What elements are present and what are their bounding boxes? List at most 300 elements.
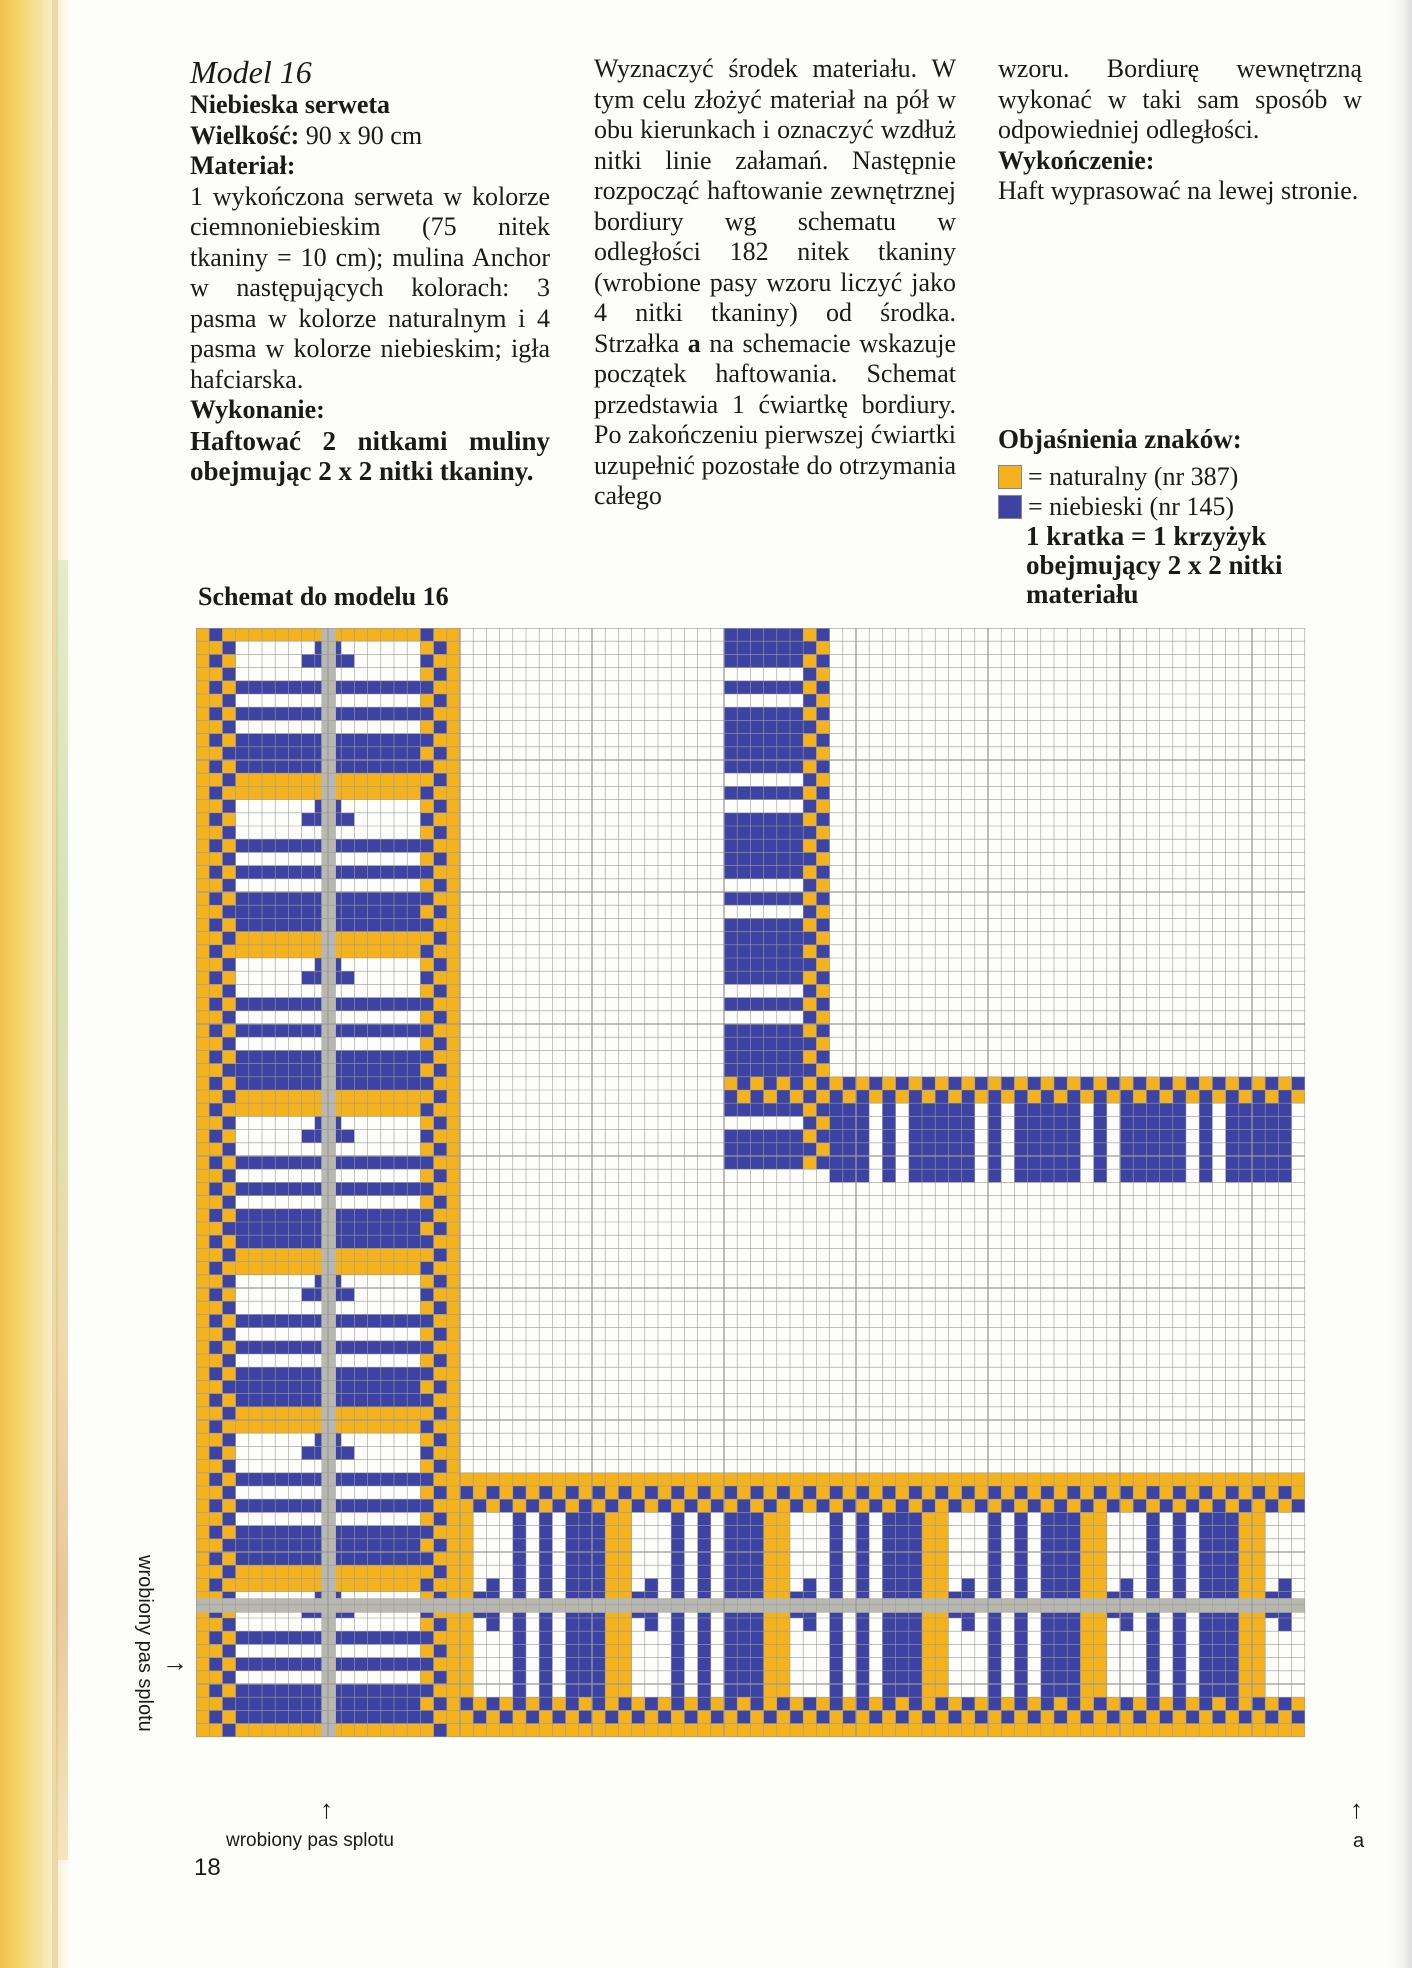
stitch-natural <box>447 1407 460 1420</box>
stitch-natural <box>698 1710 711 1723</box>
stitch-natural <box>1226 1724 1239 1737</box>
stitch-blue <box>566 1697 579 1710</box>
stitch-natural <box>196 918 209 931</box>
stitch-natural <box>407 1248 420 1261</box>
stitch-natural <box>632 1697 645 1710</box>
stitch-natural <box>196 1446 209 1459</box>
stitch-blue <box>843 1077 856 1090</box>
stitch-blue <box>896 1526 909 1539</box>
stitch-blue <box>354 1631 367 1644</box>
stitch-blue <box>856 1684 869 1697</box>
stitch-natural <box>209 1011 222 1024</box>
stitch-natural <box>1001 1486 1014 1499</box>
stitch-blue <box>909 1169 922 1182</box>
stitch-blue <box>764 760 777 773</box>
stitch-blue <box>724 1130 737 1143</box>
stitch-blue <box>1133 1499 1146 1512</box>
stitch-blue <box>1146 1090 1159 1103</box>
stitch-blue <box>856 1671 869 1684</box>
stitch-natural <box>209 1618 222 1631</box>
stitch-natural <box>790 1090 803 1103</box>
stitch-blue <box>420 1684 433 1697</box>
stitch-natural <box>698 1499 711 1512</box>
stitch-natural <box>988 1499 1001 1512</box>
stitch-natural <box>354 1578 367 1591</box>
stitch-blue <box>830 1090 843 1103</box>
stitch-blue <box>750 813 763 826</box>
stitch-blue <box>737 707 750 720</box>
stitch-natural <box>1028 1697 1041 1710</box>
stitch-blue <box>302 1446 315 1459</box>
stitch-blue <box>407 998 420 1011</box>
stitch-natural <box>447 1473 460 1486</box>
stitch-natural <box>1094 1658 1107 1671</box>
stitch-natural <box>196 1658 209 1671</box>
stitch-blue <box>288 1064 301 1077</box>
stitch-blue <box>1265 1130 1278 1143</box>
stitch-blue <box>566 1631 579 1644</box>
stitch-natural <box>222 1262 235 1275</box>
stitch-blue <box>249 1552 262 1565</box>
stitch-blue <box>434 1248 447 1261</box>
stitch-blue <box>209 1526 222 1539</box>
stitch-blue <box>1133 1156 1146 1169</box>
stitch-natural <box>196 1301 209 1314</box>
stitch-natural <box>262 1090 275 1103</box>
stitch-blue <box>1199 1684 1212 1697</box>
stitch-blue <box>737 1050 750 1063</box>
stitch-blue <box>1054 1499 1067 1512</box>
stitch-natural <box>196 1024 209 1037</box>
stitch-natural <box>750 1724 763 1737</box>
legend-grid-note: 1 kratka = 1 krzyżyk obejmujący 2 x 2 nitki materiału <box>1026 521 1283 609</box>
stitch-blue <box>302 813 315 826</box>
stitch-blue <box>724 1156 737 1169</box>
stitch-natural <box>803 1710 816 1723</box>
stitch-blue <box>407 1380 420 1393</box>
stitch-blue <box>354 1367 367 1380</box>
stitch-natural <box>420 905 433 918</box>
stitch-natural <box>1001 1697 1014 1710</box>
stitch-natural <box>962 1724 975 1737</box>
stitch-natural <box>803 866 816 879</box>
stitch-natural <box>962 1710 975 1723</box>
stitch-blue <box>698 1658 711 1671</box>
stitch-natural <box>777 1077 790 1090</box>
stitch-natural <box>368 773 381 786</box>
stitch-blue <box>381 1552 394 1565</box>
text-column-3 <box>998 54 1362 207</box>
stitch-natural <box>209 1460 222 1473</box>
stitch-blue <box>302 1684 315 1697</box>
stitch-blue <box>420 1024 433 1037</box>
stitch-natural <box>420 1275 433 1288</box>
stitch-natural <box>777 1658 790 1671</box>
stitch-natural <box>368 1090 381 1103</box>
stitch-blue <box>434 905 447 918</box>
stitch-natural <box>803 971 816 984</box>
stitch-blue <box>275 1024 288 1037</box>
stitch-natural <box>975 1090 988 1103</box>
stitch-blue <box>341 1182 354 1195</box>
stitch-blue <box>750 1697 763 1710</box>
stitch-blue <box>988 1631 1001 1644</box>
stitch-natural <box>830 1473 843 1486</box>
stitch-natural <box>975 1724 988 1737</box>
stitch-blue <box>460 1486 473 1499</box>
stitch-blue <box>354 1499 367 1512</box>
stitch-natural <box>196 1209 209 1222</box>
stitch-natural <box>275 945 288 958</box>
stitch-blue <box>513 1644 526 1657</box>
stitch-blue <box>764 1050 777 1063</box>
stitch-natural <box>434 786 447 799</box>
stitch-blue <box>394 866 407 879</box>
stitch-natural <box>764 1618 777 1631</box>
stitch-natural <box>222 707 235 720</box>
stitch-natural <box>1265 1473 1278 1486</box>
legend-blue-row <box>998 492 1368 522</box>
stitch-natural <box>447 1130 460 1143</box>
instructions-continued: wzoru. Bordiurę wewnętrzną wykonać w taki sam sposób w odpowiedniej odległości. <box>998 54 1362 144</box>
stitch-blue <box>803 720 816 733</box>
stitch-blue <box>368 747 381 760</box>
stitch-natural <box>341 628 354 641</box>
stitch-blue <box>935 1103 948 1116</box>
stitch-blue <box>1054 1143 1067 1156</box>
stitch-blue <box>1226 1130 1239 1143</box>
stitch-blue <box>1028 1077 1041 1090</box>
stitch-natural <box>500 1697 513 1710</box>
stitch-natural <box>698 1724 711 1737</box>
stitch-blue <box>262 760 275 773</box>
stitch-blue <box>1226 1526 1239 1539</box>
stitch-blue <box>750 932 763 945</box>
stitch-natural <box>460 1671 473 1684</box>
stitch-blue <box>1265 1077 1278 1090</box>
stitch-natural <box>447 1275 460 1288</box>
stitch-blue <box>236 892 249 905</box>
stitch-natural <box>922 1090 935 1103</box>
stitch-blue <box>209 1420 222 1433</box>
stitch-blue <box>922 1130 935 1143</box>
stitch-blue <box>209 1262 222 1275</box>
stitch-blue <box>420 681 433 694</box>
stitch-blue <box>909 1684 922 1697</box>
stitch-natural <box>1028 1090 1041 1103</box>
weave-label-side: wrobiony pas splotu <box>134 1555 156 1732</box>
stitch-blue <box>869 1499 882 1512</box>
stitch-natural <box>1014 1499 1027 1512</box>
stitch-blue <box>222 1116 235 1129</box>
stitch-natural <box>750 1499 763 1512</box>
stitch-natural <box>1252 1077 1265 1090</box>
stitch-blue <box>737 826 750 839</box>
stitch-blue <box>407 1499 420 1512</box>
stitch-blue <box>671 1486 684 1499</box>
stitch-blue <box>882 1618 895 1631</box>
stitch-blue <box>236 1341 249 1354</box>
stitch-natural <box>843 1724 856 1737</box>
stitch-blue <box>1226 1631 1239 1644</box>
stitch-natural <box>394 945 407 958</box>
stitch-natural <box>288 1420 301 1433</box>
stitch-blue <box>618 1697 631 1710</box>
stitch-blue <box>381 681 394 694</box>
stitch-blue <box>909 1697 922 1710</box>
stitch-natural <box>222 971 235 984</box>
stitch-natural <box>447 1539 460 1552</box>
stitch-natural <box>222 866 235 879</box>
stitch-natural <box>302 773 315 786</box>
stitch-blue <box>341 1235 354 1248</box>
stitch-natural <box>526 1486 539 1499</box>
stitch-blue <box>368 866 381 879</box>
stitch-blue <box>341 734 354 747</box>
stitch-blue <box>882 1565 895 1578</box>
stitch-blue <box>737 1064 750 1077</box>
stitch-natural <box>222 945 235 958</box>
stitch-natural <box>302 628 315 641</box>
stitch-blue <box>1041 1631 1054 1644</box>
stitch-natural <box>803 813 816 826</box>
stitch-natural <box>288 628 301 641</box>
stitch-blue <box>816 1050 829 1063</box>
stitch-blue <box>803 773 816 786</box>
stitch-natural <box>354 932 367 945</box>
stitch-natural <box>513 1724 526 1737</box>
stitch-natural <box>222 760 235 773</box>
stitch-blue <box>209 1394 222 1407</box>
stitch-blue <box>909 1565 922 1578</box>
stitch-blue <box>790 998 803 1011</box>
stitch-blue <box>816 1024 829 1037</box>
stitch-blue <box>302 1526 315 1539</box>
stitch-blue <box>1199 1090 1212 1103</box>
stitch-blue <box>222 1011 235 1024</box>
stitch-natural <box>288 1248 301 1261</box>
stitch-blue <box>737 1103 750 1116</box>
stitch-blue <box>645 1486 658 1499</box>
stitch-blue <box>803 641 816 654</box>
stitch-blue <box>302 1341 315 1354</box>
stitch-blue <box>552 1499 565 1512</box>
stitch-natural <box>764 1473 777 1486</box>
stitch-natural <box>196 681 209 694</box>
stitch-blue <box>909 1512 922 1525</box>
size-label: Wielkość: <box>190 120 300 150</box>
stitch-blue <box>803 932 816 945</box>
stitch-blue <box>1226 1539 1239 1552</box>
stitch-natural <box>803 1103 816 1116</box>
stitch-blue <box>671 1578 684 1591</box>
stitch-blue <box>249 1539 262 1552</box>
stitch-blue <box>288 1156 301 1169</box>
stitch-blue <box>209 1024 222 1037</box>
stitch-blue <box>222 668 235 681</box>
stitch-blue <box>1212 1565 1225 1578</box>
stitch-natural <box>196 1103 209 1116</box>
stitch-blue <box>341 1499 354 1512</box>
stitch-blue <box>209 998 222 1011</box>
stitch-blue <box>1226 1486 1239 1499</box>
stitch-natural <box>1094 1077 1107 1090</box>
stitch-natural <box>552 1697 565 1710</box>
stitch-natural <box>434 1684 447 1697</box>
stitch-blue <box>803 1116 816 1129</box>
stitch-blue <box>222 1275 235 1288</box>
stitch-blue <box>407 1367 420 1380</box>
stitch-natural <box>803 734 816 747</box>
stitch-blue <box>539 1565 552 1578</box>
stitch-blue <box>262 1367 275 1380</box>
stitch-natural <box>222 839 235 852</box>
stitch-blue <box>209 654 222 667</box>
stitch-blue <box>407 1526 420 1539</box>
stitch-blue <box>513 1565 526 1578</box>
stitch-blue <box>988 1552 1001 1565</box>
stitch-blue <box>843 1130 856 1143</box>
stitch-blue <box>830 1130 843 1143</box>
stitch-natural <box>869 1473 882 1486</box>
stitch-blue <box>381 1710 394 1723</box>
stitch-blue <box>737 1539 750 1552</box>
stitch-natural <box>896 1486 909 1499</box>
stitch-natural <box>196 905 209 918</box>
stitch-blue <box>777 654 790 667</box>
stitch-natural <box>486 1473 499 1486</box>
stitch-blue <box>420 1182 433 1195</box>
stitch-natural <box>196 773 209 786</box>
stitch-natural <box>1120 1499 1133 1512</box>
stitch-blue <box>1014 1090 1027 1103</box>
stitch-blue <box>803 958 816 971</box>
stitch-natural <box>1080 1578 1093 1591</box>
stitch-blue <box>1120 1618 1133 1631</box>
stitch-natural <box>381 1578 394 1591</box>
stitch-blue <box>896 1077 909 1090</box>
stitch-blue <box>803 879 816 892</box>
stitch-blue <box>1173 1526 1186 1539</box>
stitch-natural <box>1133 1697 1146 1710</box>
stitch-blue <box>275 866 288 879</box>
stitch-blue <box>843 1499 856 1512</box>
stitch-blue <box>341 654 354 667</box>
stitch-blue <box>579 1578 592 1591</box>
stitch-blue <box>288 1526 301 1539</box>
stitch-blue <box>790 641 803 654</box>
stitch-blue <box>394 1024 407 1037</box>
stitch-natural <box>869 1090 882 1103</box>
stitch-natural <box>1107 1090 1120 1103</box>
stitch-natural <box>764 1539 777 1552</box>
stitch-natural <box>618 1724 631 1737</box>
stitch-natural <box>354 945 367 958</box>
stitch-blue <box>909 1116 922 1129</box>
stitch-blue <box>249 1684 262 1697</box>
stitch-blue <box>288 918 301 931</box>
stitch-blue <box>856 1156 869 1169</box>
stitch-natural <box>1226 1473 1239 1486</box>
stitch-natural <box>1226 1710 1239 1723</box>
stitch-blue <box>579 1552 592 1565</box>
stitch-natural <box>407 945 420 958</box>
stitch-blue <box>341 866 354 879</box>
stitch-blue <box>434 1169 447 1182</box>
stitch-blue <box>816 1710 829 1723</box>
stitch-blue <box>948 1103 961 1116</box>
stitch-natural <box>764 1486 777 1499</box>
stitch-blue <box>368 1473 381 1486</box>
stitch-blue <box>922 1169 935 1182</box>
stitch-natural <box>288 786 301 799</box>
stitch-blue <box>1028 1169 1041 1182</box>
stitch-blue <box>209 1156 222 1169</box>
stitch-natural <box>632 1473 645 1486</box>
stitch-natural <box>447 984 460 997</box>
stitch-blue <box>790 747 803 760</box>
stitch-blue <box>354 892 367 905</box>
stitch-natural <box>209 1064 222 1077</box>
stitch-natural <box>922 1552 935 1565</box>
stitch-blue <box>1067 1169 1080 1182</box>
stitch-natural <box>196 932 209 945</box>
stitch-natural <box>803 1724 816 1737</box>
stitch-blue <box>909 1631 922 1644</box>
stitch-blue <box>236 734 249 747</box>
stitch-blue <box>354 1064 367 1077</box>
stitch-natural <box>935 1618 948 1631</box>
stitch-blue <box>724 1618 737 1631</box>
stitch-blue <box>671 1697 684 1710</box>
stitch-blue <box>341 760 354 773</box>
stitch-natural <box>447 852 460 865</box>
stitch-natural <box>1265 1724 1278 1737</box>
stitch-blue <box>830 1526 843 1539</box>
stitch-blue <box>1146 1697 1159 1710</box>
stitch-blue <box>236 866 249 879</box>
stitch-natural <box>434 839 447 852</box>
stitch-blue <box>407 866 420 879</box>
stitch-blue <box>262 1539 275 1552</box>
stitch-blue <box>394 892 407 905</box>
stitch-natural <box>196 1011 209 1024</box>
stitch-natural <box>368 945 381 958</box>
stitch-natural <box>236 1420 249 1433</box>
stitch-natural <box>803 1050 816 1063</box>
stitch-blue <box>1054 1539 1067 1552</box>
stitch-blue <box>1146 1631 1159 1644</box>
stitch-natural <box>447 839 460 852</box>
stitch-blue <box>394 760 407 773</box>
stitch-blue <box>381 1341 394 1354</box>
stitch-natural <box>447 1526 460 1539</box>
stitch-natural <box>275 1262 288 1275</box>
material-text: 1 wykończona serweta w kolorze ciemnoniebieskim (75 nitek tkaniny = 10 cm); mulina Anchor w następujących kolorach: 3 pasma w kolorze naturalnym i 4 pasma w kolorze niebieskim; igła hafciarska. <box>190 181 550 394</box>
stitch-blue <box>236 1684 249 1697</box>
stitch-blue <box>777 945 790 958</box>
stitch-blue <box>222 641 235 654</box>
stitch-natural <box>209 879 222 892</box>
stitch-blue <box>1041 1578 1054 1591</box>
stitch-blue <box>579 1644 592 1657</box>
stitch-natural <box>447 1565 460 1578</box>
stitch-natural <box>302 932 315 945</box>
stitch-blue <box>368 1552 381 1565</box>
stitch-blue <box>724 1644 737 1657</box>
stitch-natural <box>354 1420 367 1433</box>
stitch-natural <box>592 1724 605 1737</box>
